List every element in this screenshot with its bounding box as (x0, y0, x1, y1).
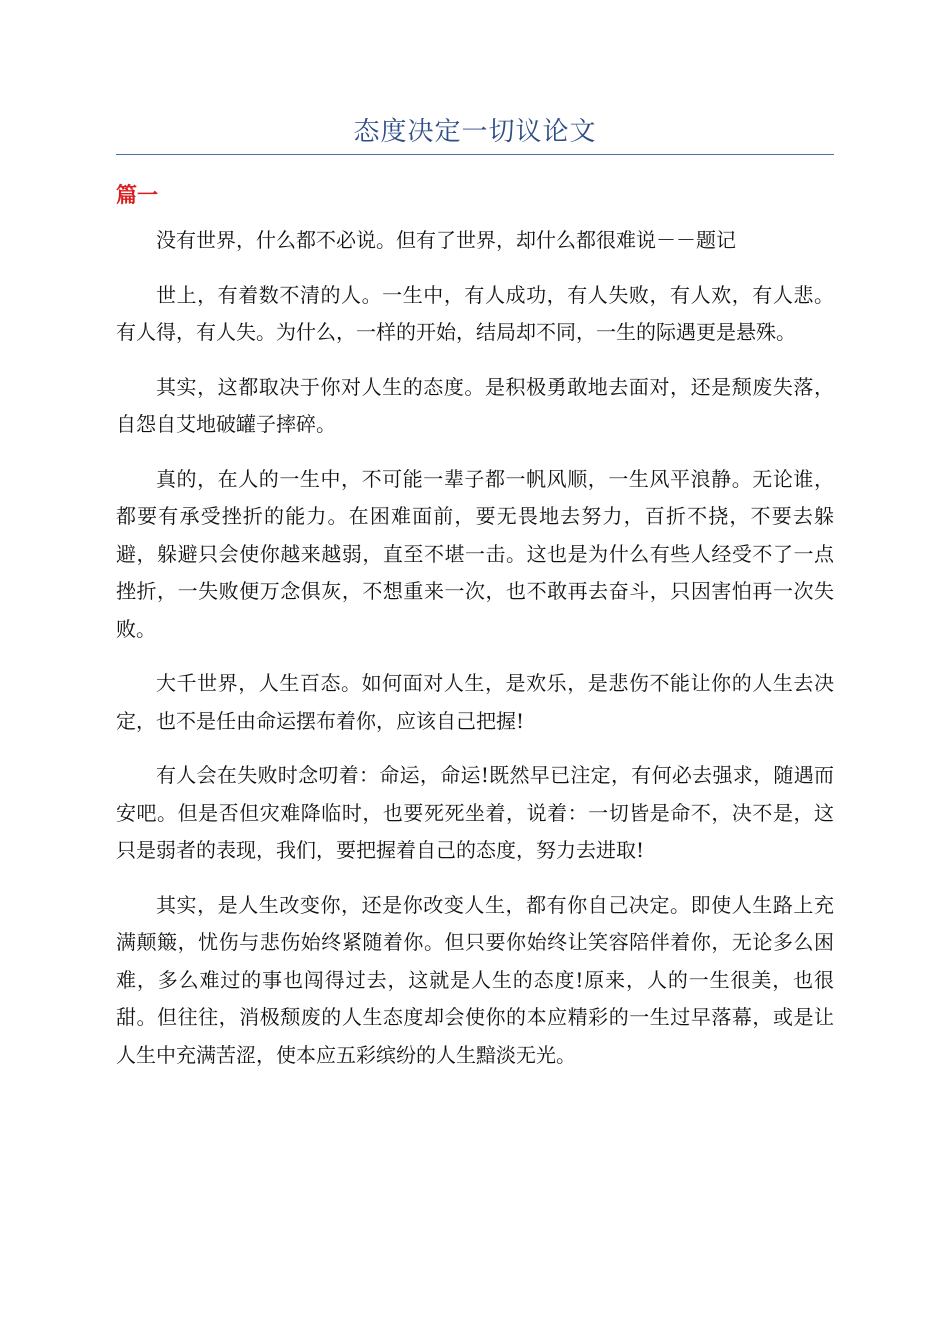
paragraph: 有人会在失败时念叨着：命运，命运!既然早已注定，有何必去强求，随遇而安吧。但是否但灾难降临时，也要死死坐着，说着：一切皆是命不，决不是，这只是弱者的表现，我们，要把握着自己的态度，努力去进取! (116, 763, 834, 862)
document-body (116, 222, 834, 1091)
title-underline (116, 154, 834, 155)
paragraph: 其实，这都取决于你对人生的态度。是积极勇敢地去面对，还是颓废失落，自怨自艾地破罐子摔碎。 (116, 374, 834, 436)
paragraph: 大千世界，人生百态。如何面对人生，是欢乐，是悲伤不能让你的人生去决定，也不是任由命运摆布着你，应该自己把握! (116, 671, 834, 733)
paragraph: 真的，在人的一生中，不可能一辈子都一帆风顺，一生风平浪静。无论谁，都要有承受挫折的能力。在困难面前，要无畏地去努力，百折不挠，不要去躲避，躲避只会使你越来越弱，直至不堪一击。这也是为什么有些人经受不了一点挫折，一失败便万念俱灰，不想重来一次，也不敢再去奋斗，只因害怕再一次失败。 (116, 466, 834, 641)
paragraph: 世上，有着数不清的人。一生中，有人成功，有人失败，有人欢，有人悲。有人得，有人失。为什么，一样的开始，结局却不同，一生的际遇更是悬殊。 (116, 282, 834, 344)
document-title: 态度决定一切议论文 (353, 117, 597, 147)
paragraph: 其实，是人生改变你，还是你改变人生，都有你自己决定。即使人生路上充满颠簸，忧伤与悲伤始终紧随着你。但只要你始终让笑容陪伴着你，无论多么困难，多么难过的事也闯得过去，这就是人生的态度!原来，人的一生很美，也很甜。但往往，消极颓废的人生态度却会使你的本应精彩的一生过早落幕，或是让人生中充满苦涩，使本应五彩缤纷的人生黯淡无光。 (116, 892, 834, 1067)
paragraph-epigraph: 没有世界，什么都不必说。但有了世界，却什么都很难说－－题记 (156, 228, 736, 252)
section-heading: 篇一 (116, 183, 158, 207)
